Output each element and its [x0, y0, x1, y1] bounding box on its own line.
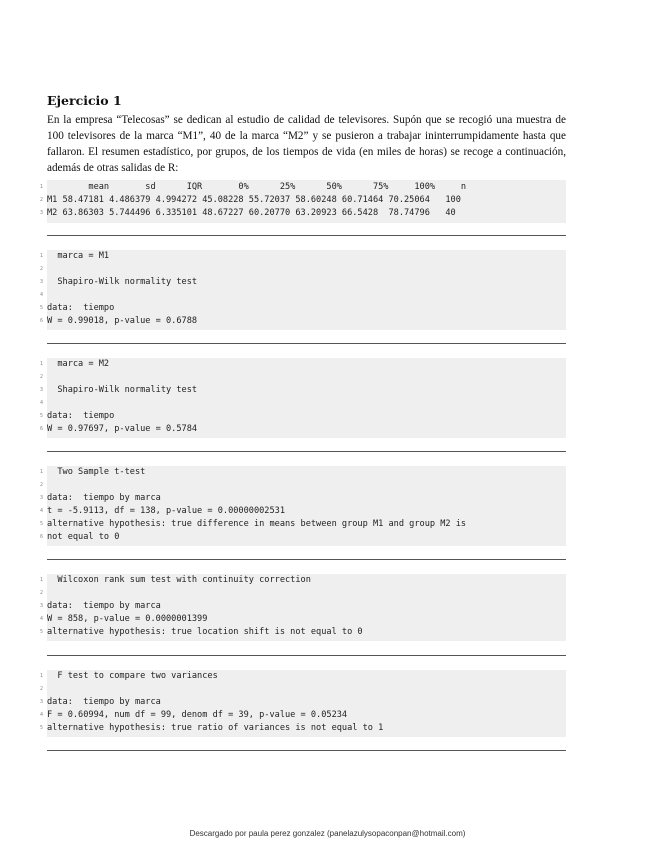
code-line: 4 t = -5.9113, df = 138, p-value = 0.00000002531 — [47, 505, 566, 518]
code-line — [39, 263, 566, 276]
code-block-shapiro-m1 — [39, 250, 566, 330]
line-number: 1 — [39, 184, 43, 190]
line-number: 1 — [39, 469, 43, 475]
line-number: 1 — [39, 361, 43, 367]
code-line: 2 M1 58.47181 4.486379 4.994272 45.08228 55.72037 58.60248 60.71464 70.25064 100 — [47, 194, 566, 207]
code-line: 1 marca = M2 — [47, 358, 566, 371]
line-number: 2 — [39, 374, 43, 380]
code-block-f-test — [39, 670, 566, 737]
line-number: 3 — [39, 210, 43, 216]
line-number: 3 — [39, 279, 43, 285]
divider — [47, 235, 566, 236]
code-line: 1 Two Sample t-test — [47, 466, 566, 479]
line-number: 6 — [39, 318, 43, 324]
download-footer: Descargado por paula perez gonzalez (panelazulysopaconpan@hotmail.com) — [189, 829, 466, 838]
line-number: 3 — [39, 699, 43, 705]
code-line: 5 data: tiempo — [47, 302, 566, 315]
line-number: 1 — [39, 673, 43, 679]
line-number: 1 — [39, 253, 43, 259]
code-line: 3 Shapiro-Wilk normality test — [47, 276, 566, 289]
code-line — [39, 479, 566, 492]
line-number: 3 — [39, 603, 43, 609]
code-block-summary — [39, 180, 566, 223]
line-number: 3 — [39, 495, 43, 501]
line-number: 4 — [39, 616, 43, 622]
divider — [47, 750, 566, 751]
code-line — [39, 371, 566, 384]
code-line: 1 mean sd IQR 0% 25% 50% 75% 100% n — [47, 181, 566, 194]
code-line: 1 F test to compare two variances — [47, 670, 566, 683]
line-number: 5 — [39, 725, 43, 731]
code-line — [39, 289, 566, 302]
divider — [47, 343, 566, 344]
code-line: 1 Wilcoxon rank sum test with continuity correction — [47, 574, 566, 587]
code-line: 3 M2 63.86303 5.744496 6.335101 48.67227 60.20770 63.20923 66.5428 78.74796 40 — [47, 207, 566, 220]
code-line: 6 not equal to 0 — [47, 531, 566, 544]
line-number: 4 — [39, 400, 43, 406]
line-number: 5 — [39, 305, 43, 311]
line-number: 2 — [39, 686, 43, 692]
line-number: 6 — [39, 426, 43, 432]
code-line: 5 alternative hypothesis: true location shift is not equal to 0 — [47, 626, 566, 639]
line-number: 1 — [39, 577, 43, 583]
line-number: 2 — [39, 266, 43, 272]
code-line: 3 data: tiempo by marca — [47, 492, 566, 505]
code-line: 4 W = 858, p-value = 0.0000001399 — [47, 613, 566, 626]
line-number: 5 — [39, 521, 43, 527]
line-number: 3 — [39, 387, 43, 393]
code-line — [39, 683, 566, 696]
code-line: 5 data: tiempo — [47, 410, 566, 423]
line-number: 4 — [39, 292, 43, 298]
code-line: 1 marca = M1 — [47, 250, 566, 263]
code-line — [39, 397, 566, 410]
divider — [47, 451, 566, 452]
exercise-title: Ejercicio 1 — [47, 93, 122, 108]
line-number: 4 — [39, 508, 43, 514]
code-block-wilcoxon — [39, 574, 566, 641]
code-line: 6 W = 0.99018, p-value = 0.6788 — [47, 315, 566, 328]
code-block-shapiro-m2 — [39, 358, 566, 438]
exercise-intro: En la empresa “Telecosas” se dedican al estudio de calidad de televisores. Supón que se recogió una muestra de 100 televisores de la marca “M1”, 40 de la marca “M2” y se pusieron a trabajar ininterrumpidamente hasta que fallaron. El resumen estadístico, por grupos, de los tiempos de vida (en miles de horas) se recoge a continuación, además de otras salidas de R: — [47, 114, 566, 174]
line-number: 4 — [39, 712, 43, 718]
line-number: 5 — [39, 413, 43, 419]
line-number: 2 — [39, 482, 43, 488]
line-number: 6 — [39, 534, 43, 540]
divider — [47, 655, 566, 656]
code-line: 3 data: tiempo by marca — [47, 696, 566, 709]
code-line: 3 data: tiempo by marca — [47, 600, 566, 613]
code-line: 5 alternative hypothesis: true difference in means between group M1 and group M2 is — [47, 518, 566, 531]
line-number: 2 — [39, 197, 43, 203]
code-line: 3 Shapiro-Wilk normality test — [47, 384, 566, 397]
line-number: 5 — [39, 629, 43, 635]
code-line — [39, 587, 566, 600]
code-block-t-test — [39, 466, 566, 546]
code-line: 6 W = 0.97697, p-value = 0.5784 — [47, 423, 566, 436]
code-line: 5 alternative hypothesis: true ratio of variances is not equal to 1 — [47, 722, 566, 735]
divider — [47, 559, 566, 560]
code-line: 4 F = 0.60994, num df = 99, denom df = 39, p-value = 0.05234 — [47, 709, 566, 722]
line-number: 2 — [39, 590, 43, 596]
